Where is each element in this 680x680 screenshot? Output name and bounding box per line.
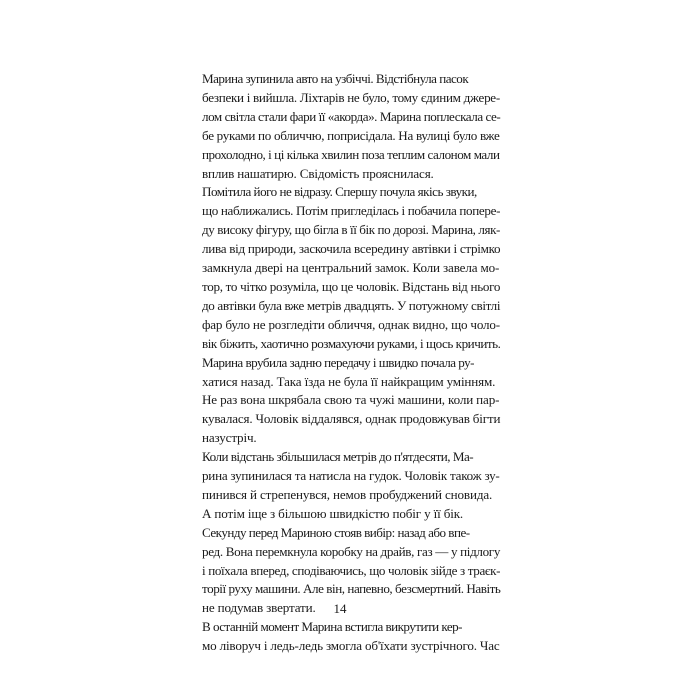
text-line: Секунду перед Мариною стояв вибір: назад або впе- — [202, 524, 470, 540]
page-number: 14 — [333, 601, 347, 616]
text-line: бе руками по обличчю, поприсідала. На вулиці було вже — [202, 127, 500, 143]
body-text — [184, 70, 500, 656]
text-line: торії руху машини. Але він, напевно, безсмертний. Навіть — [202, 581, 501, 597]
text-line: замкнула двері на центральний замок. Коли завела мо- — [202, 260, 500, 276]
text-line: мо ліворуч і ледь-ледь змогла об'їхати зустрічного. Час — [202, 638, 500, 654]
text-line: В останній момент Марина встигла викрутити кер- — [202, 619, 462, 635]
text-line: прохолодно, і ці кілька хвилин поза теплим салоном мали — [202, 146, 500, 162]
text-line: Марина зупинила авто на узбіччі. Відстібнула пасок — [202, 71, 469, 86]
text-line: вплив нашатирю. Свідомість прояснилася. — [202, 165, 434, 181]
text-line: ду високу фігуру, що бігла в її бік по дорозі. Марина, ляк- — [202, 222, 500, 238]
text-line: Помітила його не відразу. Спершу почула якісь звуки, — [202, 184, 477, 200]
text-line: фар було не розгледіти обличчя, однак видно, що чоло- — [202, 316, 500, 332]
text-line: Марина врубила задню передачу і швидко почала ру- — [202, 354, 475, 370]
text-line: А потім іще з більшою швидкістю побіг у її бік. — [202, 505, 464, 521]
text-line: Коли відстань збільшилася метрів до п'ятдесяти, Ма- — [202, 449, 474, 465]
text-line: вік біжить, хаотично розмахуючи руками, і щось кричить. — [202, 335, 501, 351]
text-line: тор, то чітко розуміла, що це чоловік. Відстань від нього — [202, 278, 501, 294]
text-line: і поїхала вперед, сподіваючись, що чоловік зійде з траєк- — [202, 562, 501, 578]
text-line: хатися назад. Така їзда не була її найкращим умінням. — [202, 373, 496, 389]
text-line: не подумав звертати. — [202, 600, 316, 616]
text-line: до автівки була вже метрів двадцять. У потужному світлі — [202, 297, 501, 313]
paragraph-3 — [184, 354, 500, 449]
text-line: Не раз вона шкрябала свою та чужі машини, коли пар- — [202, 392, 500, 408]
text-line: назустріч. — [202, 430, 257, 446]
text-line: лом світла стали фари її «акорда». Марина поплескала се- — [202, 108, 501, 124]
text-line: кувалася. Чоловік віддалявся, однак продовжував бігти — [202, 411, 501, 427]
text-line: рина зупинилася та натисла на гудок. Чоловік також зу- — [202, 468, 500, 484]
text-line: що наближались. Потім пригледілась і побачила попере- — [202, 203, 501, 219]
text-line: лива від природи, заскочила всередину автівки і стрімко — [202, 241, 501, 257]
text-line: безпеки і вийшла. Ліхтарів не було, тому єдиним джере- — [202, 89, 500, 105]
paragraph-1 — [184, 70, 500, 183]
text-line: пинився й стрепенувся, немов пробуджений сновида. — [202, 486, 493, 502]
paragraph-4 — [184, 448, 500, 524]
paragraph-6 — [184, 618, 500, 656]
text-line: ред. Вона перемкнула коробку на драйв, газ — у підлогу — [202, 543, 501, 559]
paragraph-2 — [184, 183, 500, 353]
